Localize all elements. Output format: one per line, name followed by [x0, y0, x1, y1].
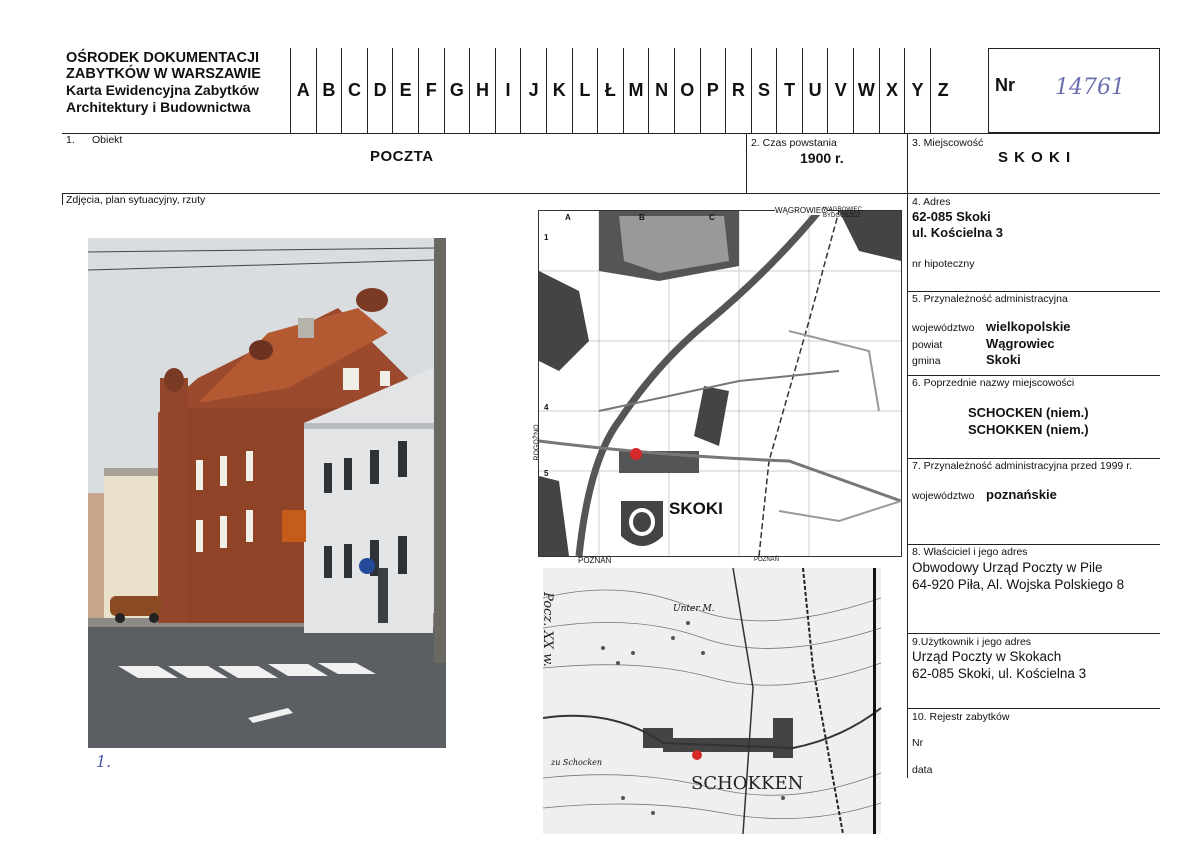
divider — [746, 133, 747, 193]
divider — [62, 133, 1160, 134]
address-label: 4. Adres — [912, 196, 951, 208]
voivodeship-value: wielkopolskie — [986, 319, 1071, 334]
divider — [62, 193, 1160, 194]
historical-map — [543, 568, 881, 834]
institution-line-1: OŚRODEK DOKUMENTACJI — [66, 50, 260, 66]
map-row-5: 5 — [544, 469, 549, 478]
creation-time-value: 1900 r. — [800, 150, 844, 166]
creation-time-label: 2. Czas powstania — [751, 137, 837, 149]
divider — [62, 193, 63, 205]
owner-label: 8. Właściciel i jego adres — [912, 546, 1028, 558]
owner-line-1: Obwodowy Urząd Poczty w Pile — [912, 560, 1103, 575]
map-top-label-small: WĄGROWIEC, BYDGOSZCZ — [823, 207, 864, 219]
divider — [907, 544, 1160, 545]
alphabet-letter: C — [341, 48, 367, 133]
alphabet-letter: I — [495, 48, 521, 133]
previous-names-label: 6. Poprzednie nazwy miejscowości — [912, 377, 1075, 389]
alphabet-index — [290, 48, 955, 133]
divider — [907, 633, 1160, 634]
object-label: Obiekt — [92, 134, 123, 146]
map-bottom-right-label: POZNAŃ — [754, 557, 780, 563]
voivodeship-1999-label: województwo — [912, 490, 975, 502]
alphabet-letter: N — [648, 48, 674, 133]
photos-label: Zdjęcia, plan sytuacyjny, rzuty — [66, 194, 206, 206]
alphabet-letter: U — [802, 48, 828, 133]
alphabet-letter: Y — [904, 48, 930, 133]
card-title-line-2: Architektury i Budownictwa — [66, 99, 251, 115]
mortgage-number-label: nr hipoteczny — [912, 258, 975, 270]
alphabet-letter: R — [725, 48, 751, 133]
historical-map-label-unter: Unter M. — [673, 604, 715, 614]
building-photo — [88, 238, 446, 748]
alphabet-letter: E — [392, 48, 418, 133]
county-label: powiat — [912, 339, 943, 351]
alphabet-letter: P — [700, 48, 726, 133]
divider — [907, 708, 1160, 709]
register-date-label: data — [912, 764, 933, 776]
alphabet-letter: H — [469, 48, 495, 133]
owner-line-2: 64-920 Piła, Al. Wojska Polskiego 8 — [912, 577, 1125, 592]
voivodeship-1999-value: poznańskie — [986, 487, 1057, 502]
map-row-4: 4 — [544, 403, 549, 412]
previous-name-1: SCHOCKEN (niem.) — [968, 405, 1089, 420]
register-label: 10. Rejestr zabytków — [912, 711, 1010, 723]
user-line-1: Urząd Poczty w Skokach — [912, 649, 1062, 664]
voivodeship-label: województwo — [912, 322, 975, 334]
alphabet-letter: T — [776, 48, 802, 133]
divider — [907, 291, 1160, 292]
locality-value: S K O K I — [998, 149, 1072, 166]
photo-number: 1. — [96, 752, 112, 771]
alphabet-letter: B — [316, 48, 342, 133]
institution-line-2: ZABYTKÓW W WARSZAWIE — [66, 66, 261, 82]
commune-value: Skoki — [986, 352, 1021, 367]
alphabet-letter: V — [827, 48, 853, 133]
card-title-line-1: Karta Ewidencyjna Zabytków — [66, 82, 259, 98]
alphabet-letter: S — [751, 48, 777, 133]
commune-label: gmina — [912, 355, 941, 367]
map-top-label: WĄGROWIEC — [775, 206, 827, 215]
user-label: 9.Użytkownik i jego adres — [912, 636, 1032, 648]
town-plan-map — [533, 206, 902, 557]
object-number: 1. — [66, 134, 75, 146]
divider — [907, 375, 1160, 376]
card-number-box — [988, 48, 1160, 133]
map-col-b: B — [639, 213, 645, 222]
user-line-2: 62-085 Skoki, ul. Kościelna 3 — [912, 666, 1087, 681]
map-town-label: SKOKI — [669, 499, 723, 518]
map-col-a: A — [565, 213, 571, 222]
alphabet-letter: J — [520, 48, 546, 133]
alphabet-letter: Ł — [597, 48, 623, 133]
alphabet-letter: A — [290, 48, 316, 133]
object-value: POCZTA — [370, 148, 434, 165]
card-number-value: 14761 — [1055, 75, 1125, 100]
institution-name — [66, 50, 261, 82]
admin-label: 5. Przynależność administracyjna — [912, 293, 1068, 305]
alphabet-letter: L — [572, 48, 598, 133]
alphabet-letter: K — [546, 48, 572, 133]
admin-1999-label: 7. Przynależność administracyjna przed 1999 r. — [912, 460, 1133, 472]
card-number-label: Nr — [995, 75, 1016, 95]
map-row-1: 1 — [544, 233, 549, 242]
card-title — [66, 82, 259, 116]
map-bottom-left-label: POZNAŃ — [578, 556, 612, 565]
alphabet-letter: G — [444, 48, 470, 133]
county-value: Wągrowiec — [986, 336, 1055, 351]
alphabet-letter: X — [879, 48, 905, 133]
historical-map-label-schocken: zu Schocken — [551, 758, 603, 767]
map-side-label: ROGOŹNO — [533, 424, 541, 461]
alphabet-letter: Z — [930, 48, 956, 133]
handwritten-note: Pocz. XX w. — [539, 592, 555, 667]
alphabet-letter: D — [367, 48, 393, 133]
alphabet-letter: M — [623, 48, 649, 133]
divider — [907, 133, 908, 778]
alphabet-letter: F — [418, 48, 444, 133]
map-col-c: C — [709, 213, 715, 222]
address-line-2: ul. Kościelna 3 — [912, 225, 1004, 240]
register-nr-label: Nr — [912, 737, 924, 749]
divider — [907, 458, 1160, 459]
historical-map-town-label: SCHOKKEN — [691, 773, 804, 794]
address-line-1: 62-085 Skoki — [912, 209, 991, 224]
alphabet-letter: O — [674, 48, 700, 133]
previous-name-2: SCHOKKEN (niem.) — [968, 422, 1089, 437]
locality-label: 3. Miejscowość — [912, 137, 984, 149]
alphabet-letter: W — [853, 48, 879, 133]
